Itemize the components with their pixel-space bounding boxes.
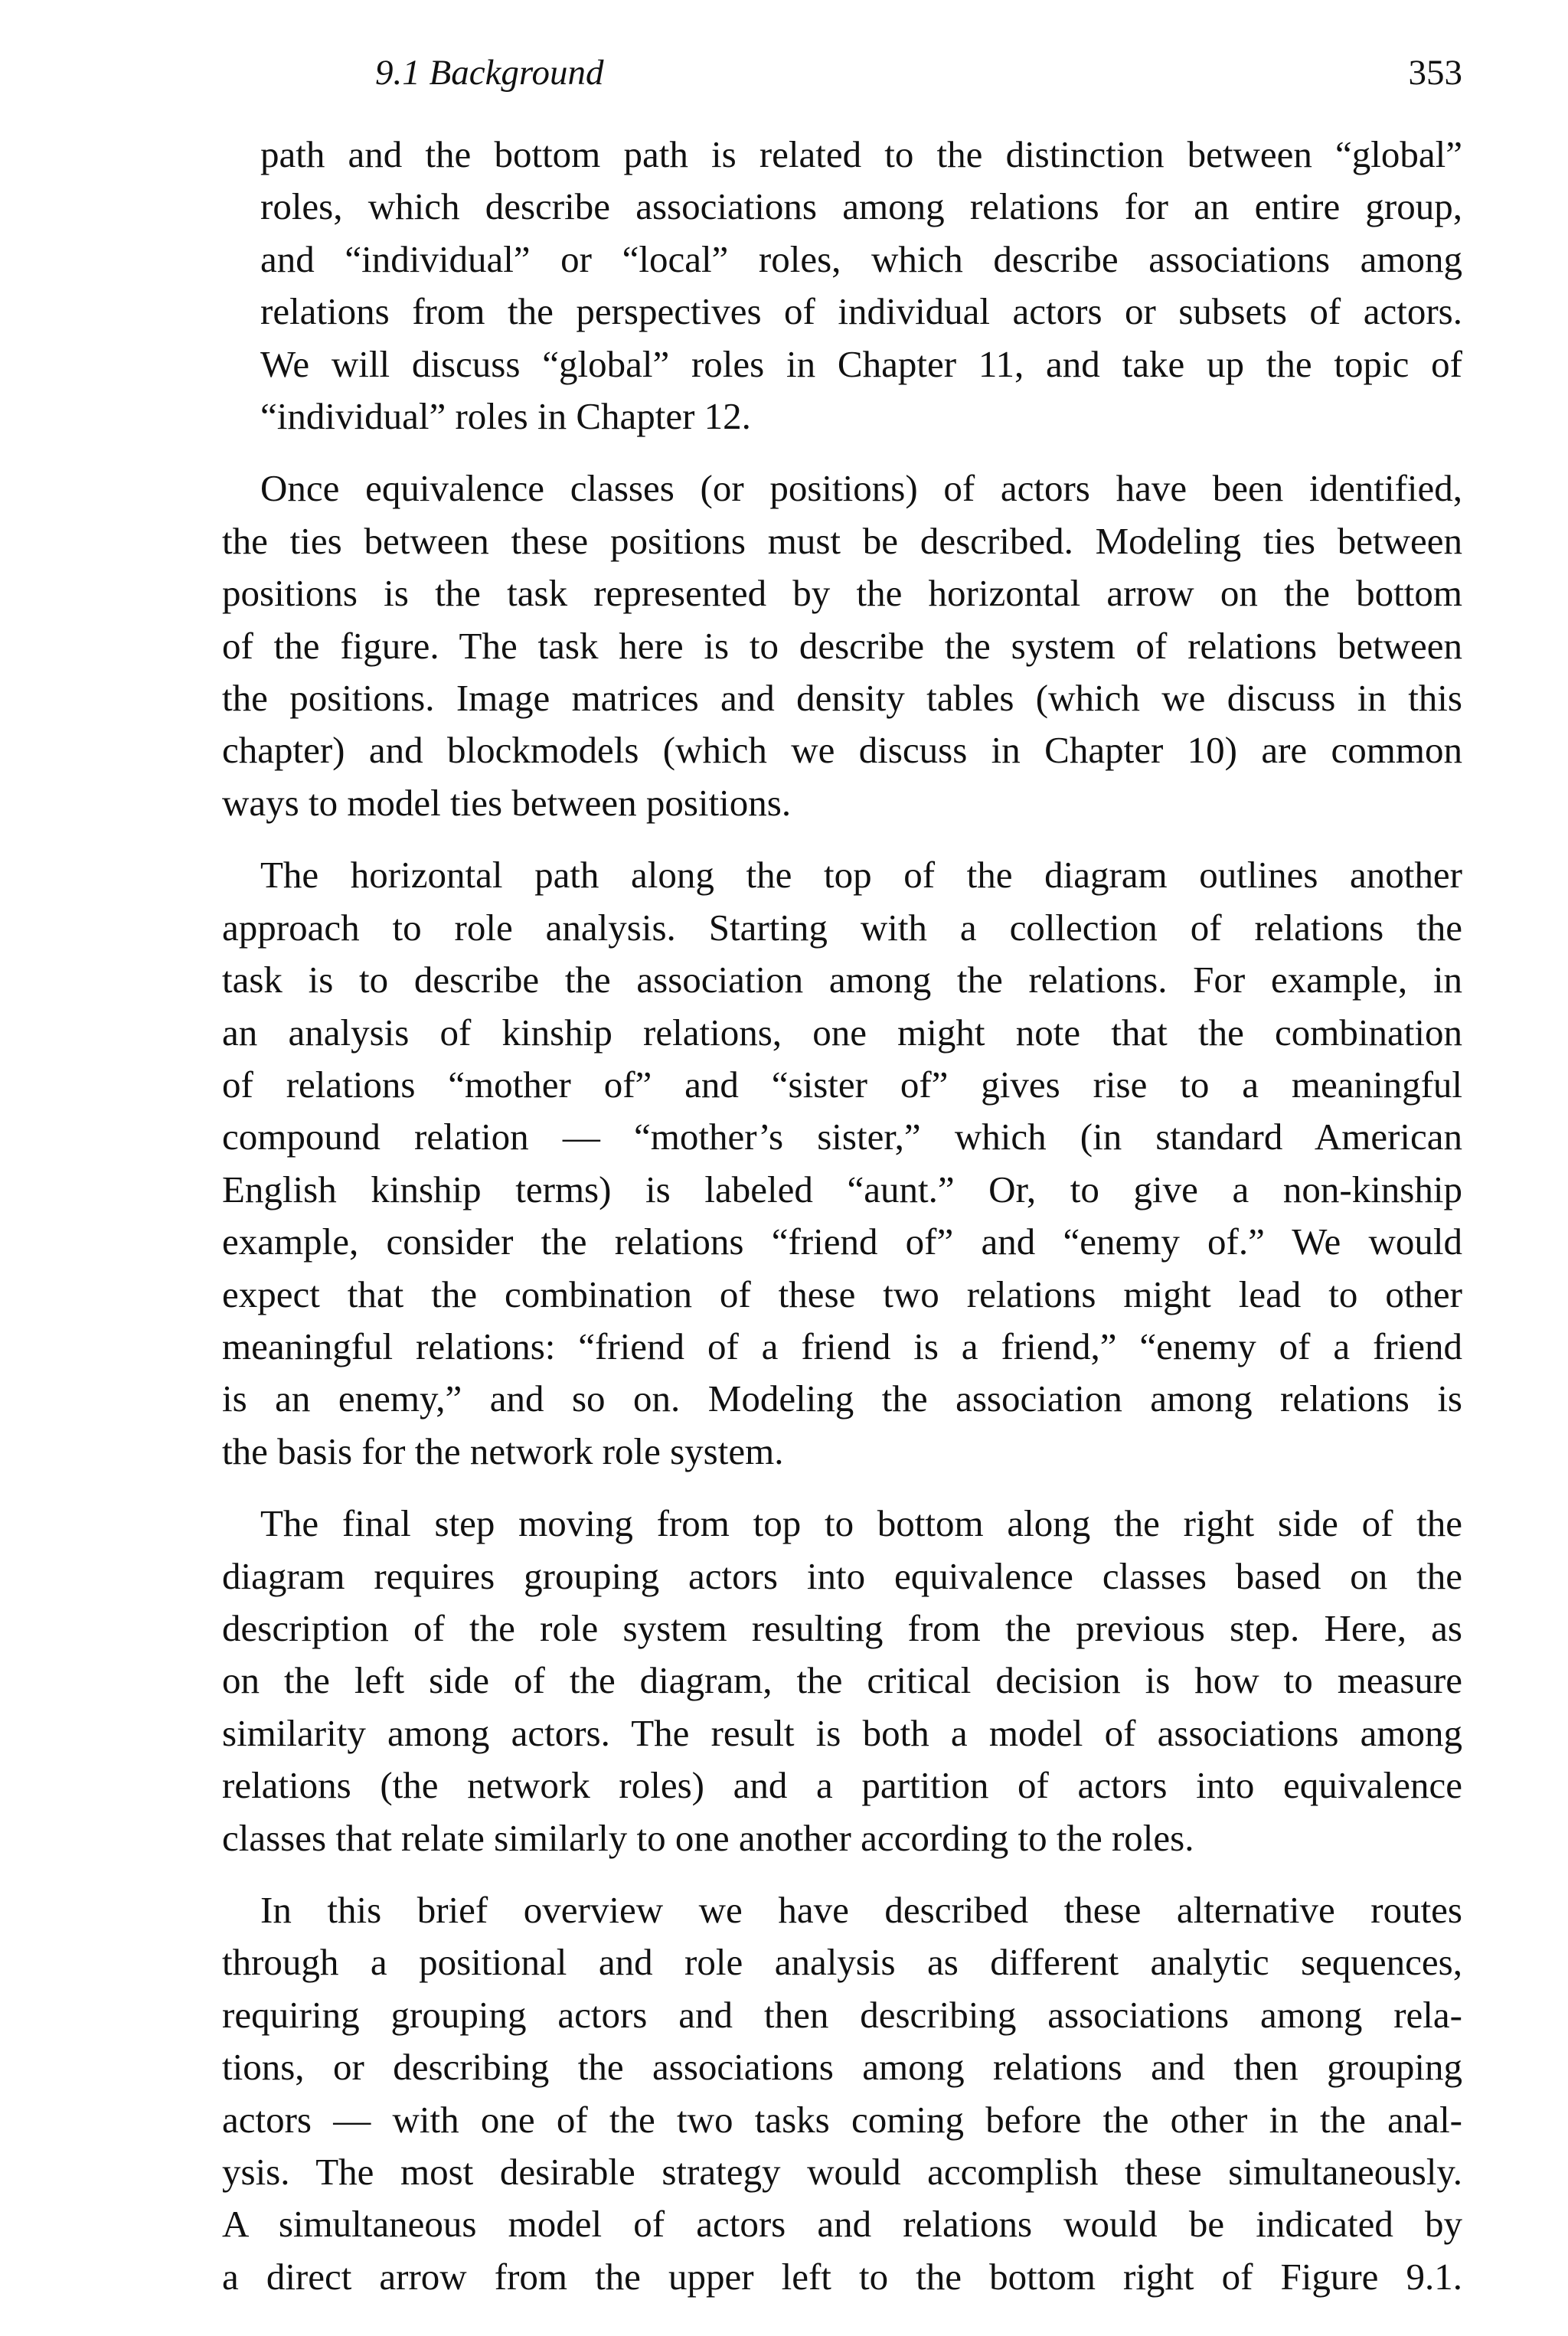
text-line: of relations “mother of” and “sister of” gives rise to a meaningful xyxy=(222,1063,1462,1106)
text-line: A simultaneous model of actors and relations would be indicated by xyxy=(222,2203,1462,2246)
text-line: relations (the network roles) and a partition of actors into equivalence xyxy=(222,1764,1462,1807)
text-line: example, consider the relations “friend of” and “enemy of.” We would xyxy=(222,1220,1462,1263)
body-text xyxy=(222,129,1462,2323)
text-line: relations from the perspectives of individual actors or subsets of actors. xyxy=(260,290,1462,333)
text-line: requiring grouping actors and then describing associations among rela- xyxy=(222,1993,1462,2036)
text-line: English kinship terms) is labeled “aunt.” Or, to give a non-kinship xyxy=(222,1168,1462,1210)
text-line: task is to describe the association among the relations. For example, in xyxy=(222,959,1462,1001)
text-line: approach to role analysis. Starting with a collection of relations the xyxy=(222,906,1462,949)
text-line: The final step moving from top to bottom along the right side of the xyxy=(260,1502,1462,1545)
paragraph-modeling-ties xyxy=(222,462,1462,829)
text-line: the basis for the network role system. xyxy=(222,1429,784,1472)
paragraph-overview xyxy=(222,1884,1462,2303)
text-line: In this brief overview we have described these alternative routes xyxy=(260,1889,1462,1931)
text-line: is an enemy,” and so on. Modeling the association among relations is xyxy=(222,1377,1462,1420)
page-number: 353 xyxy=(1408,53,1462,93)
text-line: We will discuss “global” roles in Chapter 11, and take up the topic of xyxy=(260,342,1462,385)
text-line: path and the bottom path is related to the distinction between “global” xyxy=(260,133,1462,175)
text-line: Once equivalence classes (or positions) of actors have been identified, xyxy=(260,467,1462,510)
paragraph-final-step xyxy=(222,1498,1462,1864)
running-head xyxy=(222,52,1462,106)
text-line: similarity among actors. The result is both a model of associations among xyxy=(222,1711,1462,1754)
text-line: the positions. Image matrices and density tables (which we discuss in this xyxy=(222,677,1462,720)
text-line: meaningful relations: “friend of a friend is a friend,” “enemy of a friend xyxy=(222,1325,1462,1367)
text-line: classes that relate similarly to one another according to the roles. xyxy=(222,1816,1194,1859)
text-line: an analysis of kinship relations, one might note that the combination xyxy=(222,1011,1462,1054)
text-line: actors — with one of the two tasks coming before the other in the anal- xyxy=(222,2098,1462,2141)
text-line: description of the role system resulting from the previous step. Here, as xyxy=(222,1606,1462,1649)
text-line: the ties between these positions must be described. Modeling ties between xyxy=(222,519,1462,562)
section-title: 9.1 Background xyxy=(375,53,604,93)
text-line: “individual” roles in Chapter 12. xyxy=(260,395,751,438)
text-line: positions is the task represented by the horizontal arrow on the bottom xyxy=(222,572,1462,615)
text-line: through a positional and role analysis as different analytic sequences, xyxy=(222,1941,1462,1984)
text-line: The horizontal path along the top of the diagram outlines another xyxy=(260,854,1462,897)
text-line: diagram requires grouping actors into equivalence classes based on the xyxy=(222,1554,1462,1597)
text-line: on the left side of the diagram, the critical decision is how to measure xyxy=(222,1659,1462,1702)
text-line: expect that the combination of these two relations might lead to other xyxy=(222,1273,1462,1315)
text-line: of the figure. The task here is to describe the system of relations between xyxy=(222,624,1462,667)
text-line: and “individual” or “local” roles, which describe associations among xyxy=(260,237,1462,280)
paragraph-role-analysis xyxy=(222,849,1462,1478)
text-line: ysis. The most desirable strategy would accomplish these simultaneously. xyxy=(222,2151,1462,2194)
text-line: compound relation — “mother’s sister,” which (in standard American xyxy=(222,1116,1462,1158)
text-line: roles, which describe associations among relations for an entire group, xyxy=(260,185,1462,228)
text-line: ways to model ties between positions. xyxy=(222,781,792,824)
text-line: a direct arrow from the upper left to the bottom right of Figure 9.1. xyxy=(222,2255,1462,2298)
paragraph-global-local-roles xyxy=(222,129,1462,443)
text-line: tions, or describing the associations among relations and then grouping xyxy=(222,2046,1462,2089)
text-line: chapter) and blockmodels (which we discuss in Chapter 10) are common xyxy=(222,729,1462,772)
